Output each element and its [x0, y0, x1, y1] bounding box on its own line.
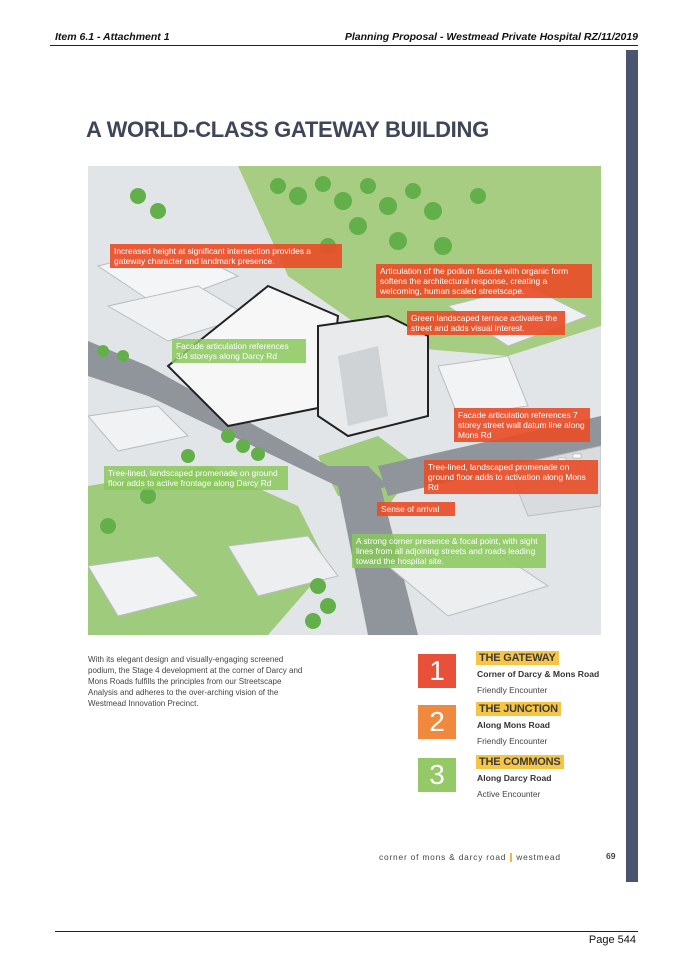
footer-caption-left: corner of mons & darcy road — [379, 852, 507, 862]
side-accent-bar — [626, 50, 638, 882]
callout-promenade-mons: Tree-lined, landscaped promenade on ground floor adds to activation along Mons Rd — [424, 460, 598, 494]
legend-location: Along Darcy Road — [477, 773, 552, 783]
legend-number-3: 3 — [418, 758, 456, 792]
document-page-number: 69 — [606, 851, 616, 861]
legend-encounter: Friendly Encounter — [477, 736, 548, 746]
legend-encounter: Active Encounter — [477, 789, 541, 799]
callout-facade-mons: Facade articulation references 7 storey street wall datum line along Mons Rd — [454, 408, 590, 442]
footer-caption — [379, 852, 561, 862]
header-document-title: Planning Proposal - Westmead Private Hospital RZ/11/2019 — [344, 31, 638, 43]
legend-location: Along Mons Road — [477, 720, 551, 730]
legend-encounter: Friendly Encounter — [477, 685, 548, 695]
header-rule — [50, 45, 638, 46]
header-attachment-label: Item 6.1 - Attachment 1 — [55, 31, 170, 43]
page-label: Page 544 — [588, 934, 636, 946]
callout-promenade-darcy: Tree-lined, landscaped promenade on ground floor adds to active frontage along Darcy Rd — [104, 466, 288, 490]
legend-title-gateway: THE GATEWAY — [476, 651, 559, 665]
legend-location: Corner of Darcy & Mons Road — [477, 669, 600, 679]
legend-number-2: 2 — [418, 705, 456, 739]
legend-title-commons: THE COMMONS — [476, 755, 564, 769]
legend-title-junction: THE JUNCTION — [476, 702, 561, 716]
callout-facade-darcy: Facade articulation references 3/4 storeys along Darcy Rd — [172, 339, 306, 363]
callout-corner-presence: A strong corner presence & focal point, with sight lines from all adjoining streets and roads leading toward the hospital site. — [352, 534, 546, 568]
page-title: A WORLD-CLASS GATEWAY BUILDING — [86, 117, 489, 142]
callout-sense-of-arrival: Sense of arrival — [377, 502, 455, 516]
description-paragraph: With its elegant design and visually-engaging screened podium, the Stage 4 development at the corner of Darcy and Mons Roads fulfills the principles from our Streetscape Analysis and adheres to the over-arching vision of the Westmead Innovation Precinct. — [88, 655, 303, 708]
footer-rule — [55, 931, 638, 932]
legend-number-1: 1 — [418, 654, 456, 688]
footer-divider — [510, 853, 512, 862]
callout-green-terrace: Green landscaped terrace activates the street and adds visual interest. — [407, 311, 565, 335]
callout-increased-height: Increased height at significant intersection provides a gateway character and landmark presence. — [110, 244, 342, 268]
aerial-illustration — [88, 166, 601, 635]
footer-caption-right: westmead — [516, 852, 561, 862]
callout-podium-articulation: Articulation of the podium facade with organic form softens the architectural response, creating a welcoming, human scaled streetscape. — [376, 264, 592, 298]
